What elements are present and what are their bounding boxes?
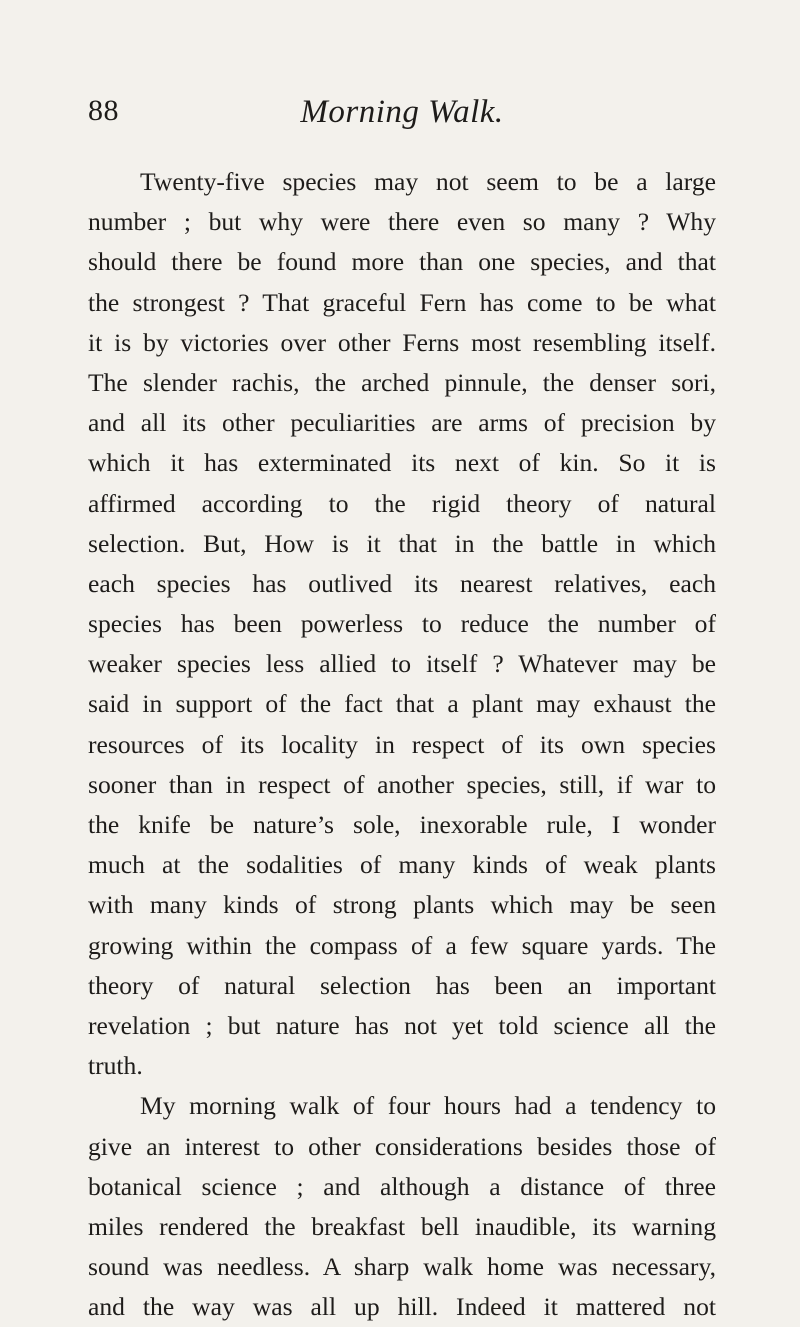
text-line: which it has exterminated its next of kin. So it is — [88, 448, 716, 478]
text-line: number ; but why were there even so many ? Why — [88, 207, 716, 237]
text-line: and the way was all up hill. Indeed it mattered not — [88, 1292, 716, 1322]
text-line: give an interest to other considerations besides those of — [88, 1131, 716, 1161]
running-head — [88, 94, 716, 144]
text-line: resources of its locality in respect of its own species — [88, 729, 716, 759]
text-line: growing within the compass of a few square yards. The — [88, 930, 716, 960]
text-line: said in support of the fact that a plant may exhaust the — [88, 689, 716, 719]
text-line: species has been powerless to reduce the number of — [88, 609, 716, 639]
text-line: the strongest ? That graceful Fern has come to be what — [88, 287, 716, 317]
text-line: Twenty-five species may not seem to be a large — [140, 167, 716, 196]
text-line: and all its other peculiarities are arms of precision by — [88, 408, 716, 438]
text-line: botanical science ; and although a distance of three — [88, 1171, 716, 1201]
text-line: should there be found more than one species, and that — [88, 247, 716, 277]
text-line: revelation ; but nature has not yet told science all the — [88, 1010, 716, 1040]
text-line: the knife be nature’s sole, inexorable rule, I wonder — [88, 810, 716, 839]
text-line: theory of natural selection has been an important — [88, 970, 716, 1000]
text-line: sound was needless. A sharp walk home was necessary, — [88, 1252, 716, 1282]
text-line: My morning walk of four hours had a tendency to — [140, 1091, 716, 1121]
text-line: sooner than in respect of another species, still, if war to — [88, 769, 716, 799]
text-line: weaker species less allied to itself ? Whatever may be — [88, 649, 716, 679]
text-line: it is by victories over other Ferns most resembling itself. — [88, 327, 716, 357]
text-line: each species has outlived its nearest relatives, each — [88, 568, 716, 598]
text-line: selection. But, How is it that in the battle in which — [88, 528, 716, 558]
text-line: with many kinds of strong plants which may be seen — [88, 890, 716, 920]
text-line: miles rendered the breakfast bell inaudible, its warning — [88, 1211, 716, 1241]
body-text — [88, 162, 716, 1327]
text-line: truth. — [88, 1051, 143, 1081]
text-line: The slender rachis, the arched pinnule, the denser sori, — [88, 367, 716, 397]
text-line: affirmed according to the rigid theory of natural — [88, 488, 716, 518]
page-number: 88 — [88, 94, 119, 127]
text-line: much at the sodalities of many kinds of weak plants — [88, 850, 716, 880]
running-title: Morning Walk. — [300, 94, 504, 130]
